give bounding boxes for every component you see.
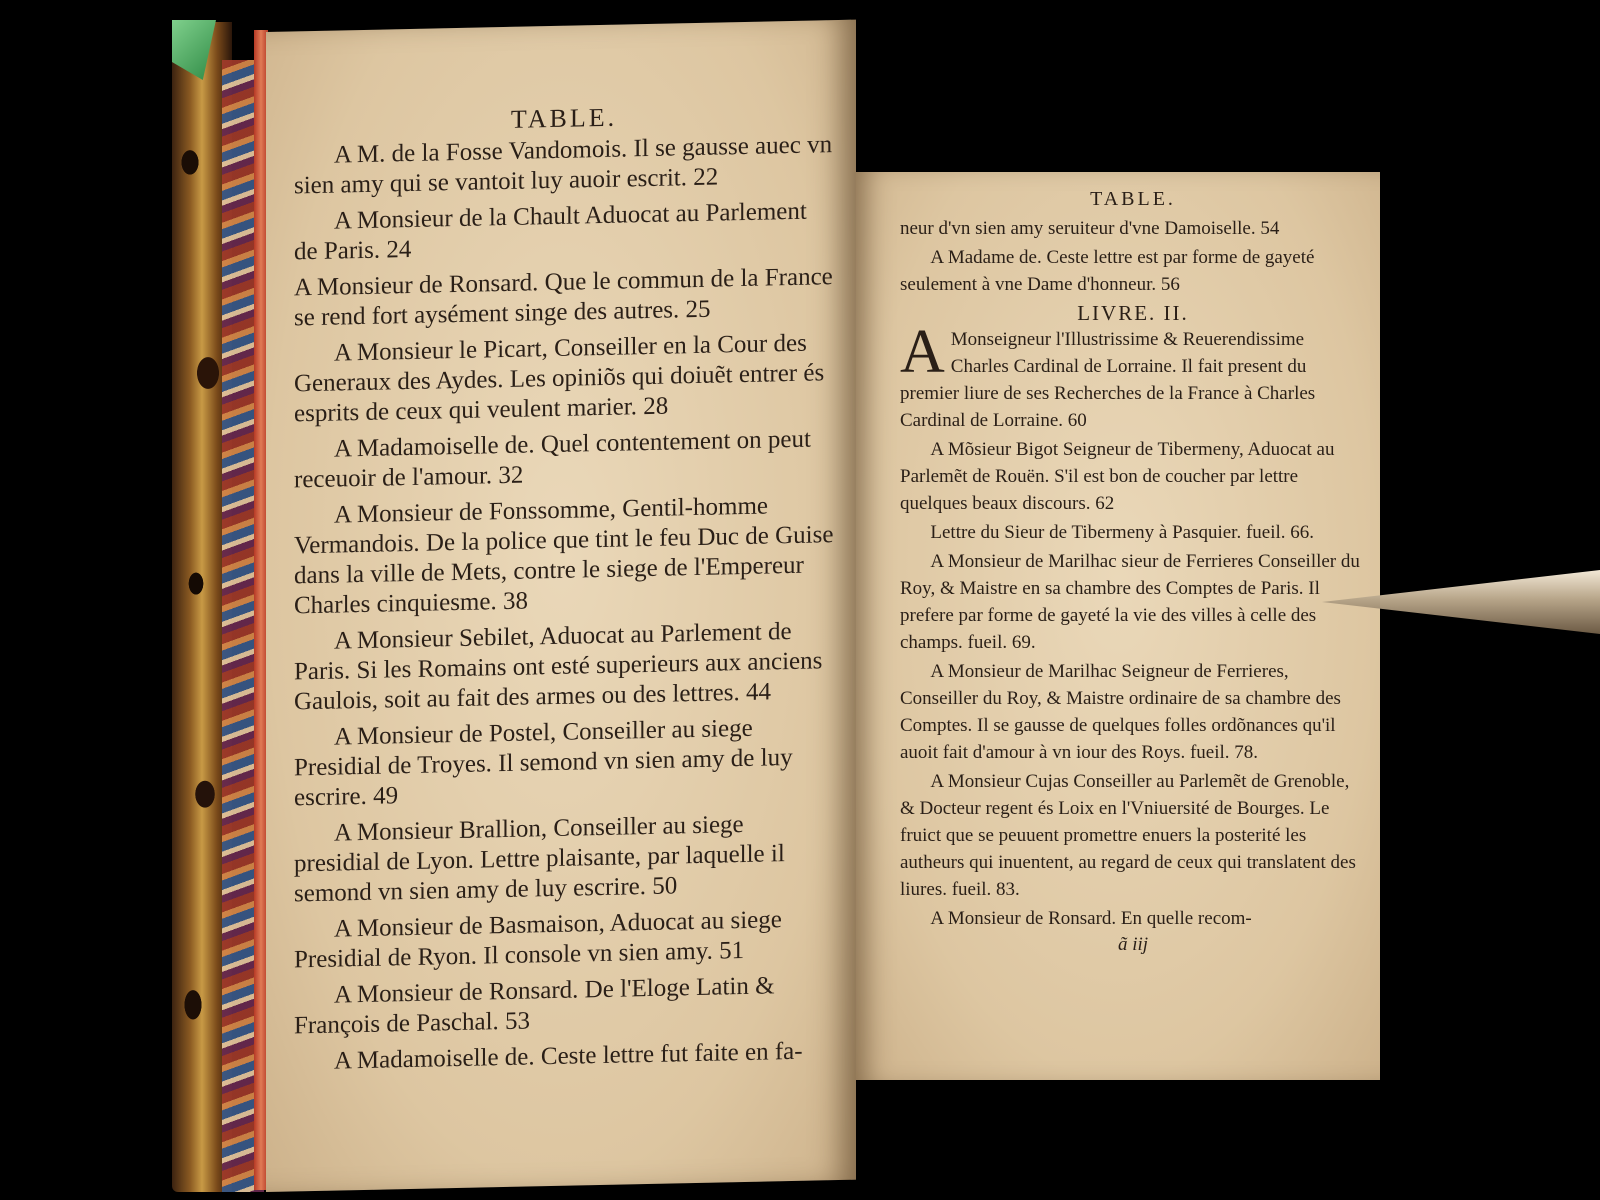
left-page-header: TABLE.	[510, 102, 618, 134]
toc-entry: A Monsieur de Ronsard. En quelle recom-	[930, 908, 1252, 929]
toc-entry: A Madame de. Ceste lettre est par forme de gayeté seulement à vne Dame d'honneur. 56	[900, 247, 1315, 295]
toc-entry	[900, 318, 1366, 434]
right-page-header: TABLE.	[1090, 188, 1176, 210]
toc-entry: A Monsieur Brallion, Conseiller au siege presidial de Lyon. Lettre plaisante, par laquelle il semond vn sien amy de luy escrire. 50	[294, 810, 785, 908]
toc-entry: neur d'vn sien amy seruiteur d'vne Damoiselle. 54	[900, 218, 1280, 239]
drop-cap: A	[900, 318, 945, 386]
toc-entry: A Monsieur de Basmaison, Aduocat au siege Presidial de Ryon. Il console vn sien amy. 51	[294, 906, 782, 974]
toc-entry: A Monsieur de la Chault Aduocat au Parlement de Paris. 24	[294, 197, 807, 266]
toc-entry: A Monsieur de Ronsard. De l'Eloge Latin & François de Paschal. 53	[294, 972, 775, 1040]
toc-entry: A Monsieur Sebilet, Aduocat au Parlement de Paris. Si les Romains ont esté superieurs aux anciens Gaulois, soit au fait des armes ou des lettres. 44	[294, 617, 823, 716]
toc-entry-text: Monseigneur l'Illustrissime & Reuerendissime Charles Cardinal de Lorraine. Il fait present du premier liure de ses Recherches de la France à Charles Cardinal de Lorraine. 60	[900, 329, 1316, 431]
signature-mark: ã iij	[1117, 934, 1149, 955]
toc-entry: A Madamoiselle de. Ceste lettre fut faite en fa-	[334, 1037, 803, 1075]
toc-entry: A M. de la Fosse Vandomois. Il se gausse auec vn sien amy qui se vantoit luy auoir escrit. 22	[294, 131, 833, 200]
toc-entry: A Monsieur Cujas Conseiller au Parlemẽt de Grenoble, & Docteur regent és Loix en l'Vniuersité de Bourges. Le fruict que se peuuent promettre enuers la posterité les autheurs qui inuentent, au regard de ceux qui translatent des liures. fueil. 83.	[900, 771, 1356, 900]
toc-entry: A Monsieur de Fonssomme, Gentil-homme Vermandois. De la police que tint le feu Duc de Guise dans la ville de Mets, contre le siege de l'Empereur Charles cinquiesme. 38	[294, 492, 834, 620]
toc-entry: A Madamoiselle de. Quel contentement on peut receuoir de l'amour. 32	[294, 425, 811, 494]
left-page	[266, 20, 856, 1192]
toc-entry: A Monsieur de Marilhac Seigneur de Ferrieres, Conseiller du Roy, & Maistre ordinaire de sa chambre des Comptes. Il se gausse de quelques folles ordõnances qu'il auoit fait d'amour à vn iour des Roys. fueil. 78.	[900, 661, 1341, 763]
toc-entry: Lettre du Sieur de Tibermeny à Pasquier. fueil. 66.	[930, 522, 1315, 543]
toc-entry: A Mõsieur Bigot Seigneur de Tibermeny, Aduocat au Parlemẽt de Rouën. S'il est bon de coucher par lettre quelques beaux discours. 62	[900, 439, 1335, 514]
right-page	[856, 172, 1380, 1080]
toc-entry: A Monsieur de Marilhac sieur de Ferrieres Conseiller du Roy, & Maistre en sa chambre des Comptes de Paris. Il prefere par forme de gayeté la vie des villes à celle des champs. fueil. 69.	[900, 551, 1360, 653]
toc-entry: A Monsieur de Ronsard. Que le commun de la France se rend fort aysément singe des autres. 25	[294, 263, 833, 332]
toc-entry: A Monsieur le Picart, Conseiller en la Cour des Generaux des Aydes. Les opiniõs qui doiuẽt entrer és esprits de ceux qui veulent marier. 28	[294, 329, 825, 428]
toc-entry: A Monsieur de Postel, Conseiller au siege Presidial de Troyes. Il semond vn sien amy de luy escrire. 49	[294, 714, 793, 812]
section-heading: LIVRE. II.	[1077, 301, 1189, 325]
